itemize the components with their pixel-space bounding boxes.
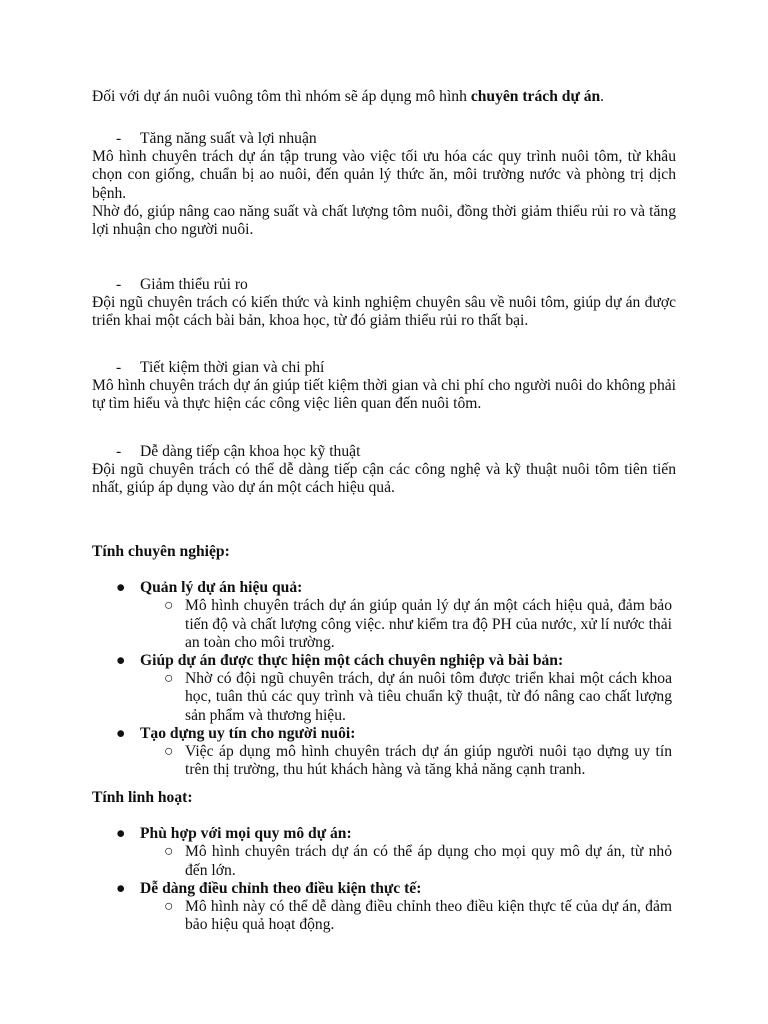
dash-heading bbox=[92, 276, 676, 294]
bullet-marker: ● bbox=[116, 579, 126, 597]
sub-bullet-text: Mô hình chuyên trách dự án có thể áp dụng cho mọi quy mô dự án, từ nhỏ đến lớn. bbox=[185, 843, 672, 879]
sub-bullet-item bbox=[92, 743, 676, 779]
bullet-label: Quản lý dự án hiệu quả: bbox=[140, 579, 303, 597]
benefit-section bbox=[92, 359, 676, 414]
benefit-heading: Tăng năng suất và lợi nhuận bbox=[140, 130, 317, 147]
bullet-marker: ● bbox=[116, 825, 126, 843]
section-title: Tính chuyên nghiệp: bbox=[92, 543, 230, 560]
sub-bullet-marker: ○ bbox=[164, 743, 174, 761]
sub-bullet-text: Nhờ có đội ngũ chuyên trách, dự án nuôi tôm được triển khai một cách khoa học, tuân thủ các quy trình và tiêu chuẩn kỹ thuật, từ đó nâng cao chất lượng sản phẩm và thương hiệu. bbox=[185, 670, 672, 724]
intro-bold-text: chuyên trách dự án bbox=[470, 88, 601, 105]
section-title: Tính linh hoạt: bbox=[92, 789, 193, 806]
bullet-label: Tạo dựng uy tín cho người nuôi: bbox=[140, 724, 356, 742]
benefit-paragraph: Đội ngũ chuyên trách có kiến thức và kinh nghiệm chuyên sâu về nuôi tôm, giúp dự án được triển khai một cách bài bản, khoa học, từ đó giảm thiểu rủi ro thất bại. bbox=[92, 294, 676, 330]
dash-heading bbox=[92, 443, 676, 461]
benefit-paragraph: Mô hình chuyên trách dự án tập trung vào việc tối ưu hóa các quy trình nuôi tôm, từ khâu chọn con giống, chuẩn bị ao nuôi, đến quản lý thức ăn, môi trường nước và phòng trị dịch bệnh. bbox=[92, 148, 676, 202]
intro-period: . bbox=[600, 88, 605, 105]
sub-bullet-marker: ○ bbox=[164, 597, 174, 615]
bullet-item bbox=[92, 825, 676, 843]
sub-bullet-marker: ○ bbox=[164, 670, 174, 688]
dash-heading bbox=[92, 130, 676, 148]
bullet-label: Phù hợp với mọi quy mô dự án: bbox=[140, 825, 352, 843]
bullet-label: Dễ dàng điều chỉnh theo điều kiện thực tế: bbox=[140, 879, 422, 897]
benefit-section bbox=[92, 130, 676, 239]
sub-bullet-text: Việc áp dụng mô hình chuyên trách dự án giúp người nuôi tạo dựng uy tín trên thị trường, thu hút khách hàng và tăng khả năng cạnh tranh. bbox=[185, 743, 672, 779]
dash-marker: - bbox=[116, 359, 122, 376]
bullet-item bbox=[92, 880, 676, 898]
sub-bullet-item bbox=[92, 898, 676, 934]
dash-marker: - bbox=[116, 443, 122, 460]
sub-bullet-marker: ○ bbox=[164, 898, 174, 916]
sub-bullet-text: Mô hình này có thể dễ dàng điều chỉnh theo điều kiện thực tế của dự án, đảm bảo hiệu quả hoạt động. bbox=[185, 898, 672, 934]
benefit-paragraph: Mô hình chuyên trách dự án giúp tiết kiệm thời gian và chi phí cho người nuôi do không phải tự tìm hiểu và thực hiện các công việc liên quan đến nuôi tôm. bbox=[92, 377, 676, 413]
dash-heading bbox=[92, 359, 676, 377]
benefit-heading: Tiết kiệm thời gian và chi phí bbox=[140, 359, 325, 376]
intro-paragraph bbox=[92, 88, 676, 106]
benefit-section bbox=[92, 443, 676, 498]
benefit-heading: Giảm thiểu rủi ro bbox=[140, 276, 248, 293]
dash-marker: - bbox=[116, 130, 122, 147]
professional-section bbox=[92, 543, 676, 779]
bullet-item bbox=[92, 579, 676, 597]
sub-bullet-item bbox=[92, 670, 676, 725]
flexibility-section bbox=[92, 789, 676, 934]
sub-bullet-item bbox=[92, 597, 676, 652]
sub-bullet-text: Mô hình chuyên trách dự án giúp quản lý dự án một cách hiệu quả, đảm bảo tiến độ và chất lượng công việc. như kiểm tra độ PH của nước, xử lí nước thải an toàn cho môi trường. bbox=[185, 597, 672, 651]
bullet-item bbox=[92, 652, 676, 670]
bullet-marker: ● bbox=[116, 879, 126, 897]
sub-bullet-item bbox=[92, 843, 676, 879]
benefit-heading: Dễ dàng tiếp cận khoa học kỹ thuật bbox=[140, 443, 361, 460]
benefit-paragraph: Nhờ đó, giúp nâng cao năng suất và chất lượng tôm nuôi, đồng thời giảm thiểu rủi ro và tăng lợi nhuận cho người nuôi. bbox=[92, 202, 676, 239]
bullet-item bbox=[92, 725, 676, 743]
intro-text: Đối với dự án nuôi vuông tôm thì nhóm sẽ áp dụng mô hình bbox=[92, 88, 471, 105]
bullet-marker: ● bbox=[116, 724, 126, 742]
benefit-section bbox=[92, 276, 676, 331]
bullet-label: Giúp dự án được thực hiện một cách chuyên nghiệp và bài bản: bbox=[140, 652, 564, 670]
dash-marker: - bbox=[116, 276, 122, 293]
bullet-marker: ● bbox=[116, 652, 126, 670]
benefit-paragraph: Đội ngũ chuyên trách có thể dễ dàng tiếp cận các công nghệ và kỹ thuật nuôi tôm tiên tiến nhất, giúp áp dụng vào dự án một cách hiệu quả. bbox=[92, 461, 676, 497]
sub-bullet-marker: ○ bbox=[164, 843, 174, 861]
